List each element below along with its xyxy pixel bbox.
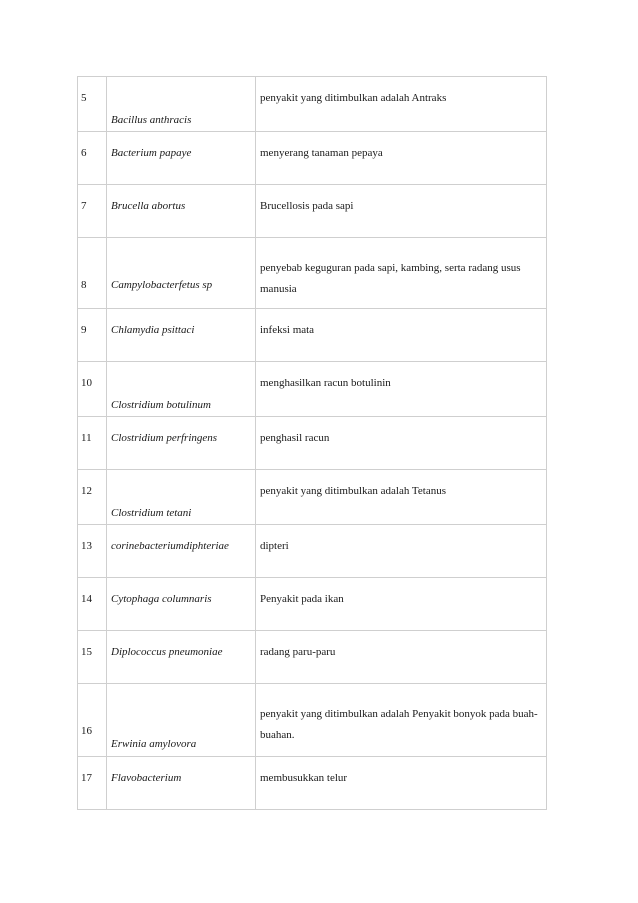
description: dipteri bbox=[256, 525, 547, 578]
row-number: 9 bbox=[78, 309, 107, 362]
description: penyakit yang ditimbulkan adalah Tetanus bbox=[256, 470, 547, 525]
bacteria-name-cell bbox=[107, 362, 256, 417]
table-row bbox=[78, 578, 547, 631]
table-row bbox=[78, 470, 547, 525]
table-row bbox=[78, 185, 547, 238]
description-cell bbox=[256, 238, 547, 309]
row-number: 5 bbox=[78, 77, 107, 132]
row-number: 13 bbox=[78, 525, 107, 578]
row-number: 8 bbox=[81, 279, 87, 291]
table-row bbox=[78, 309, 547, 362]
bacteria-name-cell bbox=[107, 470, 256, 525]
bacteria-name-cell bbox=[107, 77, 256, 132]
bacteria-name: Flavobacterium bbox=[107, 757, 256, 810]
bacteria-name-cell bbox=[107, 684, 256, 757]
row-number-cell bbox=[78, 238, 107, 309]
description: penghasil racun bbox=[256, 417, 547, 470]
table-row bbox=[78, 238, 547, 309]
bacteria-name: Cytophaga columnaris bbox=[107, 578, 256, 631]
bacteria-name: Erwinia amylovora bbox=[111, 738, 197, 750]
table-row bbox=[78, 631, 547, 684]
table-row bbox=[78, 684, 547, 757]
bacteria-name: Clostridium botulinum bbox=[111, 399, 211, 411]
table-row bbox=[78, 525, 547, 578]
row-number: 7 bbox=[78, 185, 107, 238]
row-number-cell bbox=[78, 684, 107, 757]
row-number: 12 bbox=[78, 470, 107, 525]
description: menyerang tanaman pepaya bbox=[256, 132, 547, 185]
bacteria-name: Brucella abortus bbox=[107, 185, 256, 238]
description: menghasilkan racun botulinin bbox=[256, 362, 547, 417]
table-row bbox=[78, 417, 547, 470]
description: radang paru-paru bbox=[256, 631, 547, 684]
description: membusukkan telur bbox=[256, 757, 547, 810]
bacteria-name-cell bbox=[107, 238, 256, 309]
row-number: 17 bbox=[78, 757, 107, 810]
bacteria-name: Bacillus anthracis bbox=[111, 114, 192, 126]
description-cell bbox=[256, 684, 547, 757]
description: Brucellosis pada sapi bbox=[256, 185, 547, 238]
row-number: 16 bbox=[81, 725, 92, 737]
description: penyakit yang ditimbulkan adalah Penyakit bonyok pada buah-buahan. bbox=[260, 708, 538, 741]
bacteria-name: Bacterium papaye bbox=[107, 132, 256, 185]
row-number: 6 bbox=[78, 132, 107, 185]
description: penyebab keguguran pada sapi, kambing, serta radang usus manusia bbox=[260, 262, 521, 295]
row-number: 14 bbox=[78, 578, 107, 631]
description: Penyakit pada ikan bbox=[256, 578, 547, 631]
bacteria-name: Clostridium perfringens bbox=[107, 417, 256, 470]
table-row bbox=[78, 757, 547, 810]
row-number: 10 bbox=[78, 362, 107, 417]
bacteria-name: Clostridium tetani bbox=[111, 507, 192, 519]
bacteria-table bbox=[77, 76, 547, 810]
description: penyakit yang ditimbulkan adalah Antraks bbox=[256, 77, 547, 132]
description: infeksi mata bbox=[256, 309, 547, 362]
bacteria-name: Campylobacterfetus sp bbox=[111, 279, 213, 291]
row-number: 15 bbox=[78, 631, 107, 684]
bacteria-name: corinebacteriumdiphteriae bbox=[107, 525, 256, 578]
row-number: 11 bbox=[78, 417, 107, 470]
table-row bbox=[78, 362, 547, 417]
table-row bbox=[78, 132, 547, 185]
table-row bbox=[78, 77, 547, 132]
bacteria-name: Chlamydia psittaci bbox=[107, 309, 256, 362]
bacteria-name: Diplococcus pneumoniae bbox=[107, 631, 256, 684]
